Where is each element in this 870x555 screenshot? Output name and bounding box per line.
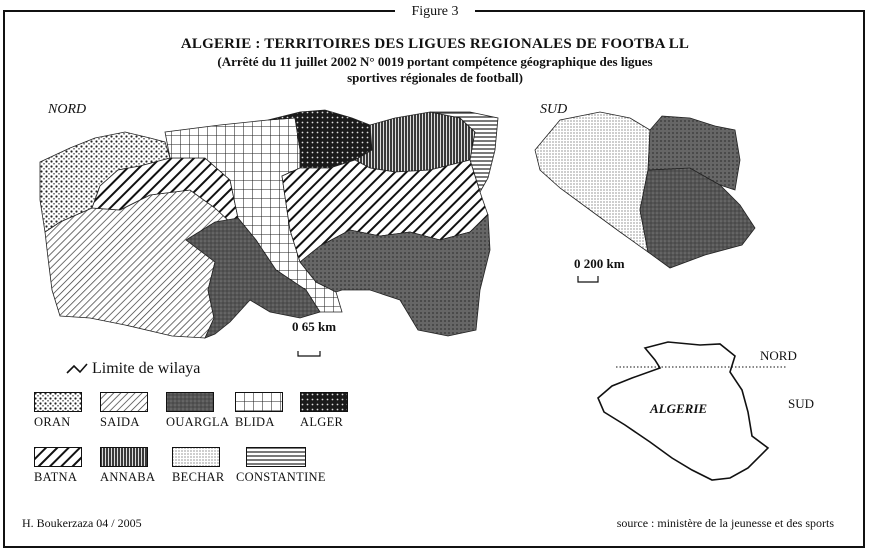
inset-nord-label: NORD [760, 348, 797, 363]
inset-sud-label: SUD [788, 396, 815, 411]
subtitle-line-2: sportives régionales de football) [347, 70, 523, 85]
legend-boundary-label: Limite de wilaya [92, 360, 201, 377]
south-map-label: SUD [540, 102, 568, 117]
footer-source: source : ministère de la jeunesse et des sports [616, 516, 834, 530]
north-scale-label: 0 65 km [292, 319, 337, 334]
legend-label: ANNABA [100, 470, 156, 484]
map-title: ALGERIE : TERRITOIRES DES LIGUES REGIONALES DE FOOTBA LL [180, 36, 690, 52]
figure-label: Figure 3 [0, 2, 870, 20]
legend-label: BATNA [34, 470, 78, 484]
north-map-label: NORD [48, 102, 87, 117]
subtitle-line-1: (Arrêté du 11 juillet 2002 N° 0019 portant compétence géographique des ligues [217, 54, 653, 69]
legend-label: ALGER [300, 415, 344, 429]
legend-label: CONSTANTINE [236, 470, 326, 484]
footer-author: H. Boukerzaza 04 / 2005 [22, 516, 142, 530]
south-scale-label: 0 200 km [574, 256, 625, 271]
legend-label: BLIDA [235, 415, 275, 429]
legend-label: OUARGLA [166, 415, 230, 429]
inset-country-label: ALGERIE [650, 401, 708, 416]
legend-label: BECHAR [172, 470, 225, 484]
legend-label: SAIDA [100, 415, 140, 429]
legend-label: ORAN [34, 415, 71, 429]
